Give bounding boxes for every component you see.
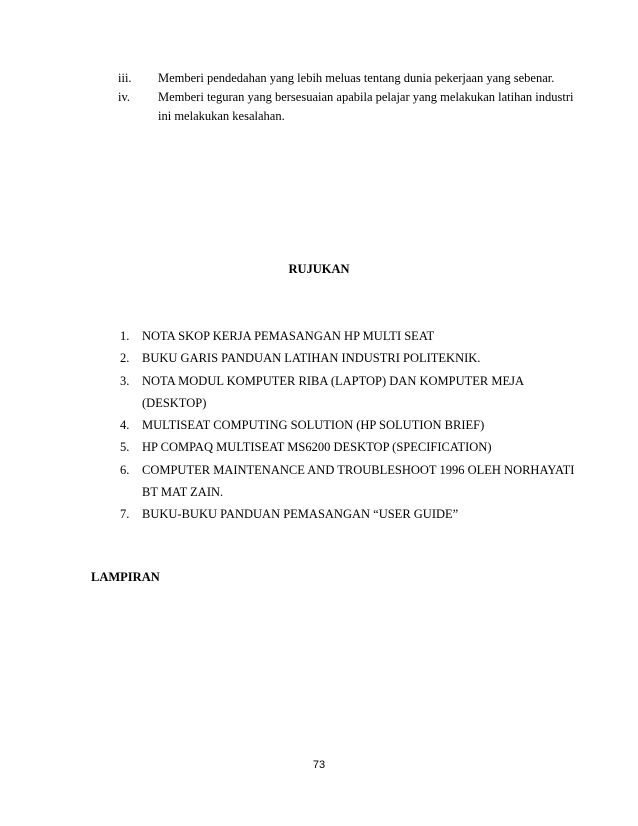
list-item — [118, 88, 588, 126]
reference-item — [120, 414, 580, 436]
reference-number: 7. — [120, 507, 130, 522]
list-number: iv. — [118, 90, 131, 104]
reference-item — [120, 436, 580, 458]
reference-text: HP COMPAQ MULTISEAT MS6200 DESKTOP (SPECIFICATION) — [142, 440, 492, 455]
list-number: iii. — [118, 71, 132, 85]
rujukan-heading: RUJUKAN — [288, 262, 350, 276]
reference-item — [120, 347, 580, 369]
reference-number: 6. — [120, 462, 130, 477]
reference-item — [120, 325, 580, 347]
list-item — [118, 69, 588, 88]
reference-text: NOTA SKOP KERJA PEMASANGAN HP MULTI SEAT — [142, 329, 435, 343]
reference-item — [120, 459, 580, 504]
roman-list — [118, 69, 588, 126]
reference-item — [120, 370, 580, 415]
reference-item — [120, 503, 580, 525]
lampiran-heading: LAMPIRAN — [91, 570, 160, 584]
reference-text: BUKU-BUKU PANDUAN PEMASANGAN “USER GUIDE” — [142, 507, 459, 522]
reference-number: 3. — [120, 373, 130, 388]
page-number: 73 — [312, 759, 326, 771]
list-text: Memberi teguran yang bersesuaian apabila pelajar yang melakukan latihan industri ini melakukan kesalahan. — [158, 90, 574, 123]
reference-number: 1. — [120, 329, 130, 343]
reference-text: MULTISEAT COMPUTING SOLUTION (HP SOLUTION BRIEF) — [142, 418, 485, 433]
reference-number: 5. — [120, 440, 130, 455]
reference-list — [120, 325, 580, 526]
list-text: Memberi pendedahan yang lebih meluas tentang dunia pekerjaan yang sebenar. — [158, 71, 555, 85]
reference-text: BUKU GARIS PANDUAN LATIHAN INDUSTRI POLITEKNIK. — [142, 351, 481, 366]
reference-text: NOTA MODUL KOMPUTER RIBA (LAPTOP) DAN KOMPUTER MEJA (DESKTOP) — [142, 373, 524, 410]
reference-number: 2. — [120, 351, 130, 366]
reference-text: COMPUTER MAINTENANCE AND TROUBLESHOOT 1996 OLEH NORHAYATI BT MAT ZAIN. — [142, 462, 575, 500]
reference-number: 4. — [120, 418, 130, 433]
